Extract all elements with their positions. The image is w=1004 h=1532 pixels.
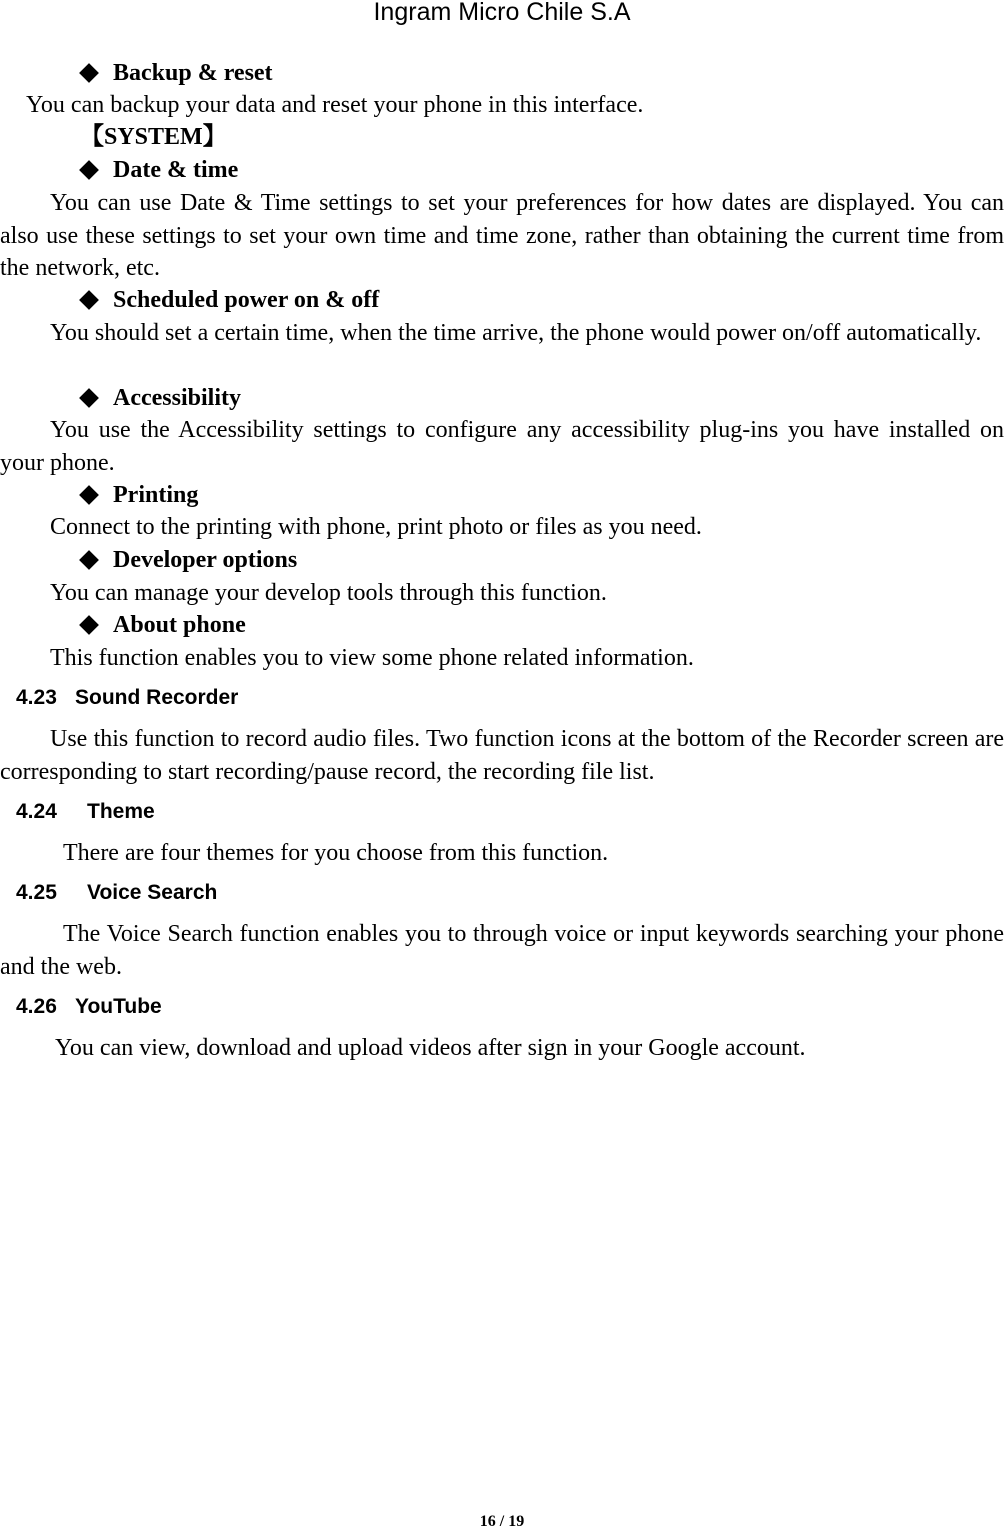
section-number: 4.24 xyxy=(16,800,57,823)
diamond-bullet-icon xyxy=(79,388,99,408)
accessibility-text: You use the Accessibility settings to configure any accessibility plug-ins you have installed on your phone. xyxy=(0,417,1004,476)
page-number: 16 / 19 xyxy=(479,1513,525,1530)
section-title: YouTube xyxy=(75,995,162,1018)
scheduled-heading xyxy=(78,284,379,317)
about-heading-text: About phone xyxy=(113,612,246,638)
section-title: Theme xyxy=(87,800,155,823)
section-number: 4.25 xyxy=(16,881,57,904)
section-number: 4.26 xyxy=(16,995,57,1018)
developer-text: You can manage your develop tools through this function. xyxy=(50,580,607,606)
backup-heading-text: Backup & reset xyxy=(113,60,273,86)
diamond-bullet-icon xyxy=(79,290,99,310)
diamond-bullet-icon xyxy=(79,550,99,570)
section-number: 4.23 xyxy=(16,686,57,709)
page-header: Ingram Micro Chile S.A xyxy=(373,0,631,26)
date-time-heading-text: Date & time xyxy=(113,157,239,183)
date-time-heading xyxy=(78,154,238,187)
scheduled-text: You should set a certain time, when the time arrive, the phone would power on/off automatically. xyxy=(50,320,982,346)
diamond-bullet-icon xyxy=(79,485,99,505)
printing-heading xyxy=(78,479,198,512)
theme-text: There are four themes for you choose from this function. xyxy=(63,840,609,866)
diamond-bullet-icon xyxy=(79,160,99,180)
section-heading-youtube xyxy=(16,993,162,1021)
scheduled-heading-text: Scheduled power on & off xyxy=(113,287,380,313)
sound-recorder-text: Use this function to record audio files. Two function icons at the bottom of the Recorder screen are corresponding to start recording/pause record, the recording file list. xyxy=(0,726,1004,785)
backup-text: You can backup your data and reset your phone in this interface. xyxy=(26,92,644,118)
developer-heading-text: Developer options xyxy=(113,547,298,573)
accessibility-heading-text: Accessibility xyxy=(113,385,241,411)
section-heading-sound-recorder xyxy=(16,684,238,712)
section-heading-voice-search xyxy=(16,879,217,907)
date-time-text: You can use Date & Time settings to set your preferences for how dates are displayed. You can also use these settings to set your own time and time zone, rather than obtaining the current time from the network, etc. xyxy=(0,190,1004,281)
accessibility-heading xyxy=(78,382,241,415)
section-heading-theme xyxy=(16,798,155,826)
diamond-bullet-icon xyxy=(79,615,99,635)
about-text: This function enables you to view some phone related information. xyxy=(50,645,694,671)
diamond-bullet-icon xyxy=(79,63,99,83)
voice-search-text: The Voice Search function enables you to through voice or input keywords searching your phone and the web. xyxy=(0,921,1004,980)
system-label: 【SYSTEM】 xyxy=(80,124,227,150)
about-heading xyxy=(78,609,246,642)
printing-heading-text: Printing xyxy=(113,482,199,508)
section-title: Sound Recorder xyxy=(75,686,239,709)
printing-text: Connect to the printing with phone, print photo or files as you need. xyxy=(50,514,702,540)
section-title: Voice Search xyxy=(87,881,218,904)
developer-heading xyxy=(78,544,297,577)
youtube-text: You can view, download and upload videos after sign in your Google account. xyxy=(55,1035,806,1061)
backup-heading xyxy=(78,57,273,90)
